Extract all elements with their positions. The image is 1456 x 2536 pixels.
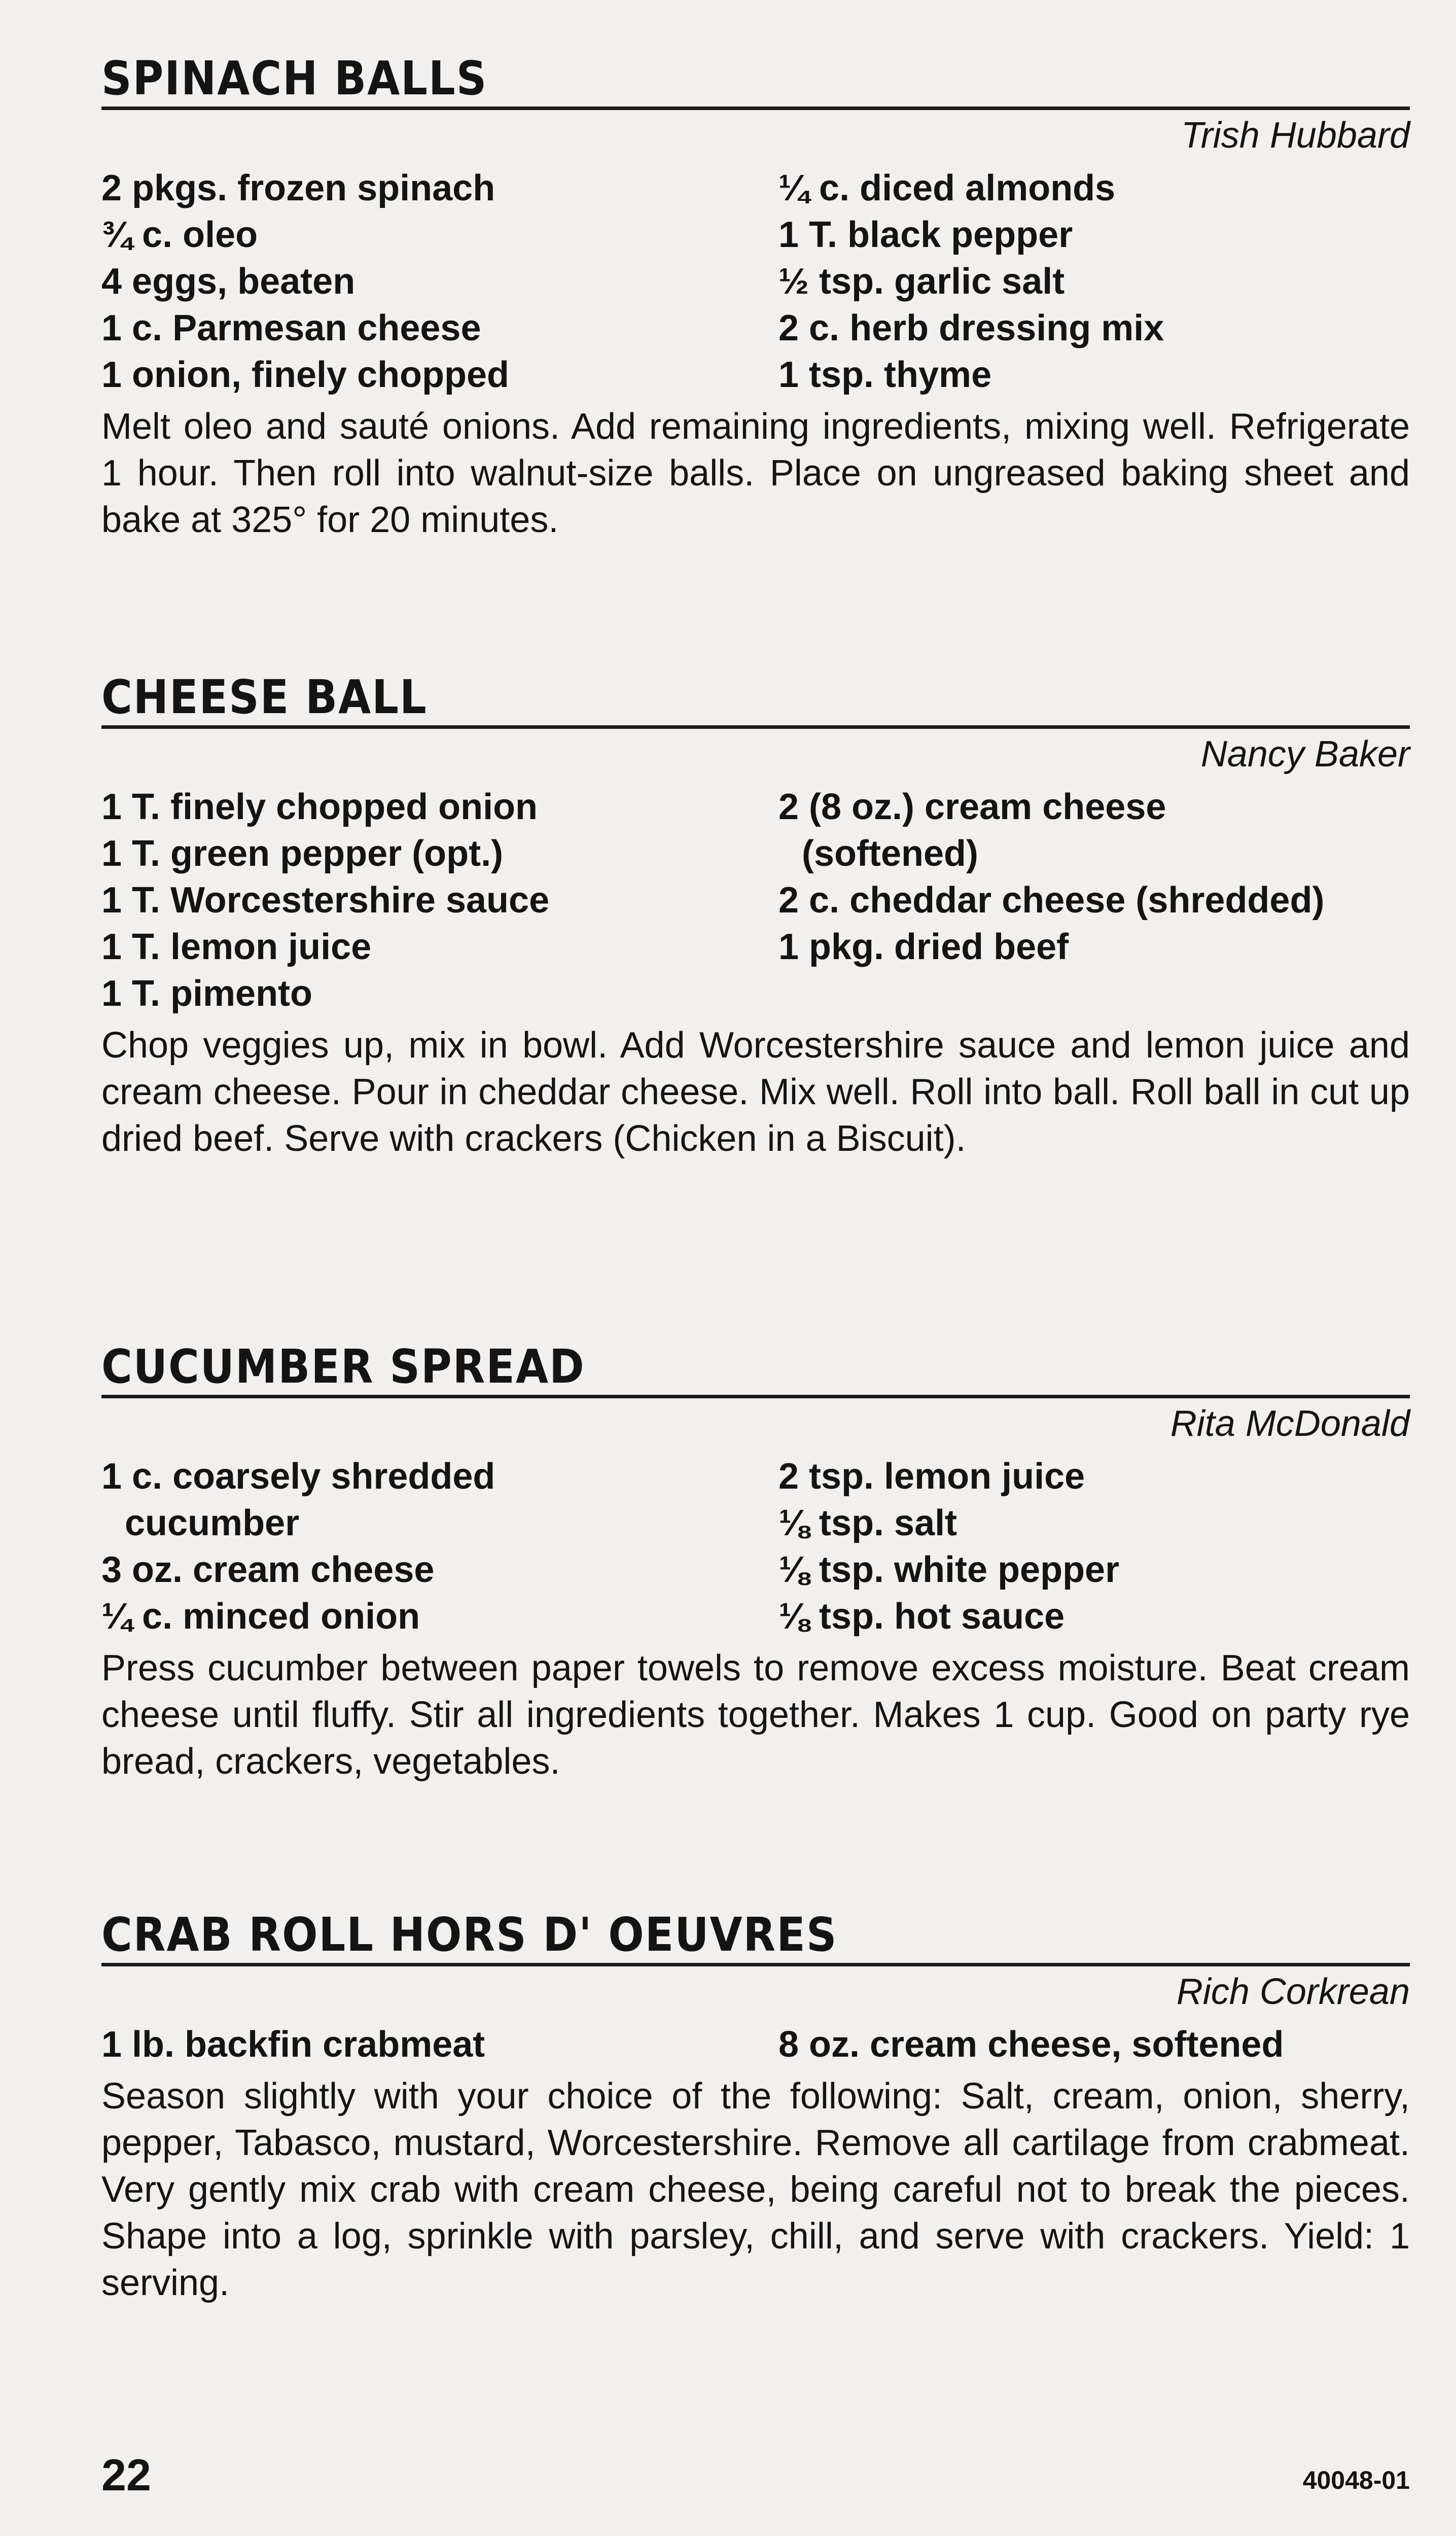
ingredient: 3 oz. cream cheese [101,1549,435,1590]
page-number: 22 [101,2450,151,2500]
ingredient: ¾ c. oleo [101,215,258,255]
ingredient-list [101,784,1410,1017]
ingredient: ½ tsp. garlic salt [778,261,1065,302]
ingredient: 2 c. cheddar cheese (shredded) [778,880,1325,921]
cookbook-page [101,51,1410,2516]
ingredient: 4 eggs, beaten [101,261,356,302]
ingredient: 1 T. green pepper (opt.) [101,833,504,874]
recipe-cheese-ball [101,670,1410,1162]
ingredient: 1 T. lemon juice [101,927,372,967]
recipe-title: CUCUMBER SPREAD [101,1340,585,1394]
recipe-title: CRAB ROLL HORS D' OEUVRES [101,1908,838,1962]
ingredient-continuation: cucumber [125,1503,300,1543]
ingredient: 1 lb. backfin crabmeat [101,2024,485,2065]
recipe-title: CHEESE BALL [101,670,428,724]
ingredient: 1 T. black pepper [778,215,1073,255]
ingredient: 1 c. Parmesan cheese [101,308,481,348]
ingredient: 2 (8 oz.) cream cheese [778,787,1166,827]
ingredient: 2 pkgs. frozen spinach [101,168,495,208]
ingredient-list [101,2021,1410,2068]
recipe-directions: Chop veggies up, mix in bowl. Add Worcestershire sauce and lemon juice and cream cheese. Pour in cheddar cheese. Mix well. Roll into ball. Roll ball in cut up dried beef. Serve with crackers (Chicken in a Biscuit). [101,1025,1410,1159]
ingredient: ¼ c. diced almonds [778,168,1116,208]
recipe-crab-roll [101,1907,1410,2306]
recipe-author: Trish Hubbard [1181,115,1410,156]
ingredient: 1 onion, finely chopped [101,355,510,395]
recipe-directions: Press cucumber between paper towels to remove excess moisture. Beat cream cheese until fluffy. Stir all ingredients together. Makes 1 cup. Good on party rye bread, crackers, vegetables. [101,1648,1410,1782]
ingredient: ⅛ tsp. white pepper [778,1549,1120,1590]
ingredient: ¼ c. minced onion [101,1596,420,1637]
ingredient: ⅛ tsp. hot sauce [778,1596,1065,1637]
ingredient: 2 c. herb dressing mix [778,308,1164,348]
recipe-author: Rita McDonald [1170,1403,1410,1444]
recipe-author: Nancy Baker [1200,734,1410,774]
ingredient: 8 oz. cream cheese, softened [778,2024,1284,2065]
ingredient: 1 T. Worcestershire sauce [101,880,550,921]
title-rule [101,1963,1410,1966]
title-rule [101,1395,1410,1398]
ingredient: 1 tsp. thyme [778,355,992,395]
title-rule [101,107,1410,110]
catalog-code: 40048-01 [1302,2466,1410,2494]
ingredient-list [101,1453,1410,1640]
ingredient: 1 T. finely chopped onion [101,787,538,827]
recipe-spinach-balls [101,51,1410,543]
ingredient: 1 pkg. dried beef [778,927,1069,967]
recipe-cucumber-spread [101,1339,1410,1785]
title-rule [101,725,1410,729]
recipe-title: SPINACH BALLS [101,51,488,105]
recipe-directions: Melt oleo and sauté onions. Add remaining ingredients, mixing well. Refrigerate 1 hour. Then roll into walnut-size balls. Place on ungreased baking sheet and bake at 325° for 20 minutes. [101,406,1410,540]
ingredient: 1 T. pimento [101,973,313,1014]
ingredient: 1 c. coarsely shredded [101,1456,495,1497]
ingredient-continuation: (softened) [802,833,978,874]
ingredient: 2 tsp. lemon juice [778,1456,1085,1497]
recipe-author: Rich Corkrean [1176,1971,1410,2012]
recipe-directions: Season slightly with your choice of the following: Salt, cream, onion, sherry, pepper, Tabasco, mustard, Worcestershire. Remove all cartilage from crabmeat. Very gently mix crab with cream cheese, being careful not to break the pieces. Shape into a log, sprinkle with parsley, chill, and serve with crackers. Yield: 1 serving. [101,2076,1410,2303]
ingredient: ⅛ tsp. salt [778,1503,957,1543]
ingredient-list [101,165,1410,398]
